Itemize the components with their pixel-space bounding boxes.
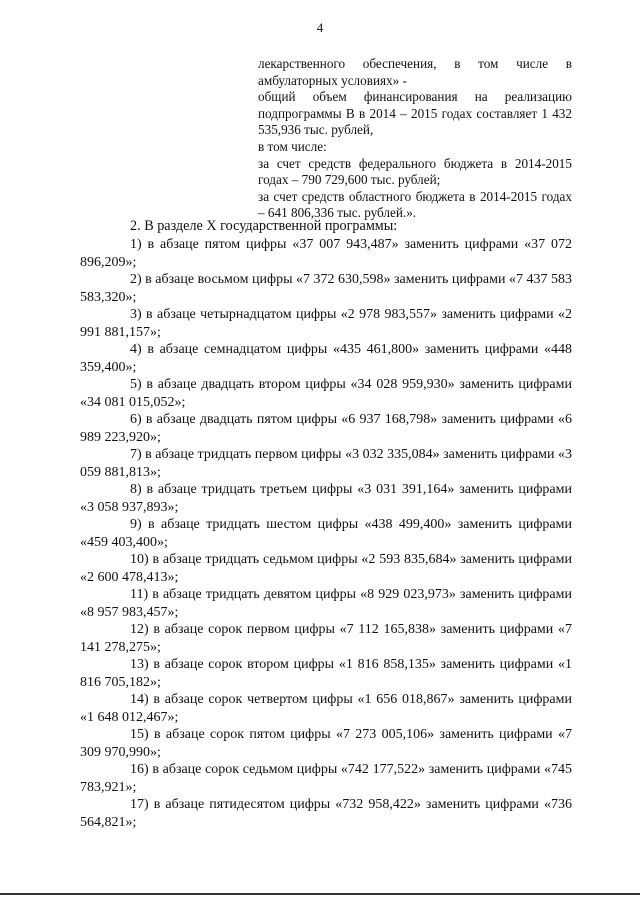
amendment-item: 11) в абзаце тридцать девятом цифры «8 929 023,973» заменить цифрами «8 957 983,457»;	[80, 587, 572, 620]
amendment-item: 1) в абзаце пятом цифры «37 007 943,487» заменить цифрами «37 072 896,209»;	[80, 237, 572, 270]
amendment-item: 3) в абзаце четырнадцатом цифры «2 978 983,557» заменить цифрами «2 991 881,157»;	[80, 307, 572, 340]
amendment-item: 12) в абзаце сорок первом цифры «7 112 165,838» заменить цифрами «7 141 278,275»;	[80, 622, 572, 655]
section-heading: 2. В разделе X государственной программы:	[130, 218, 398, 234]
continuation-paragraph: за счет средств федерального бюджета в 2014-2015 годах – 790 729,600 тыс. рублей;	[258, 155, 572, 188]
amendment-item: 14) в абзаце сорок четвертом цифры «1 656 018,867» заменить цифрами «1 648 012,467»;	[80, 692, 572, 725]
bottom-rule	[0, 893, 640, 895]
amendment-item: 7) в абзаце тридцать первом цифры «3 032 335,084» заменить цифрами «3 059 881,813»;	[80, 447, 573, 480]
amendment-item: 5) в абзаце двадцать втором цифры «34 028 959,930» заменить цифрами «34 081 015,052»;	[80, 377, 572, 410]
continuation-paragraph: лекарственного обеспечения, в том числе в амбулаторных условиях» -	[258, 56, 572, 88]
continuation-paragraph: за счет средств областного бюджета в 2014-2015 годах – 641 806,336 тыс. рублей.».	[258, 188, 572, 221]
amendment-item: 17) в абзаце пятидесятом цифры «732 958,422» заменить цифрами «736 564,821»;	[80, 797, 572, 830]
amendment-list	[80, 236, 572, 831]
amendment-item: 2) в абзаце восьмом цифры «7 372 630,598» заменить цифрами «7 437 583 583,320»;	[80, 272, 572, 305]
amendment-item: 10) в абзаце тридцать седьмом цифры «2 593 835,684» заменить цифрами «2 600 478,413»;	[80, 552, 572, 585]
continuation-paragraph: общий объем финансирования на реализацию подпрограммы В в 2014 – 2015 годах составляет 1 432 535,936 тыс. рублей,	[258, 89, 572, 138]
amendment-item: 8) в абзаце тридцать третьем цифры «3 031 391,164» заменить цифрами «3 058 937,893»;	[80, 482, 572, 515]
page-number: 4	[316, 20, 324, 35]
continuation-paragraph: в том числе:	[258, 138, 327, 154]
amendment-item: 9) в абзаце тридцать шестом цифры «438 499,400» заменить цифрами «459 403,400»;	[80, 517, 572, 550]
amendment-item: 6) в абзаце двадцать пятом цифры «6 937 168,798» заменить цифрами «6 989 223,920»;	[80, 412, 572, 445]
amendment-item: 4) в абзаце семнадцатом цифры «435 461,800» заменить цифрами «448 359,400»;	[80, 342, 572, 375]
amendment-item: 15) в абзаце сорок пятом цифры «7 273 005,106» заменить цифрами «7 309 970,990»;	[80, 727, 572, 760]
amendment-item: 16) в абзаце сорок седьмом цифры «742 177,522» заменить цифрами «745 783,921»;	[80, 762, 572, 795]
amendment-item: 13) в абзаце сорок втором цифры «1 816 858,135» заменить цифрами «1 816 705,182»;	[80, 657, 572, 690]
continuation-block	[258, 56, 572, 222]
